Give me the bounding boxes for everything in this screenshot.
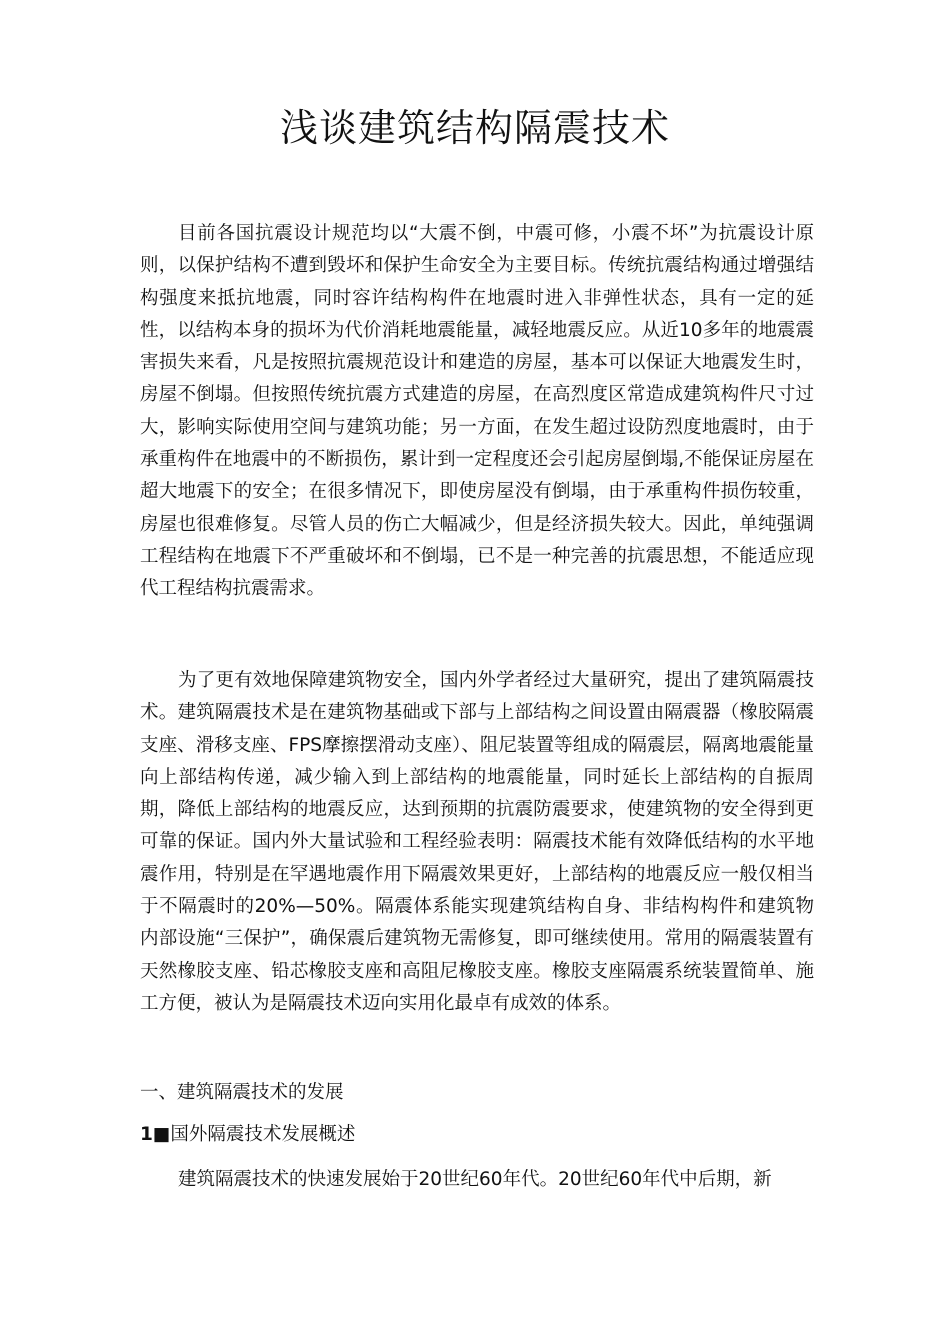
subsection-heading	[140, 1119, 355, 1151]
section-heading: 一、建筑隔震技术的发展	[140, 1082, 344, 1103]
paragraph-intro: 目前各国抗震设计规范均以“大震不倒，中震可修，小震不坏”为抗震设计原则，以保护结构不遭到毁坏和保护生命安全为主要目标。传统抗震结构通过增强结构强度来抵抗地震，同时容许结构构件在地震时进入非弹性状态，具有一定的延性，以结构本身的损坏为代价消耗地震能量，减轻地震反应。从近10多年的地震震害损失来看，凡是按照抗震规范设计和建造的房屋，基本可以保证大地震发生时，房屋不倒塌。但按照传统抗震方式建造的房屋，在高烈度区常造成建筑构件尺寸过大，影响实际使用空间与建筑功能；另一方面，在发生超过设防烈度地震时，由于承重构件在地震中的不断损伤，累计到一定程度还会引起房屋倒塌,不能保证房屋在超大地震下的安全；在很多情况下，即使房屋没有倒塌，由于承重构件损伤较重，房屋也很难修复。尽管人员的伤亡大幅减少，但是经济损失较大。因此，单纯强调工程结构在地震下不严重破坏和不倒塌，已不是一种完善的抗震思想，不能适应现代工程结构抗震需求。	[140, 223, 814, 600]
paragraph-history: 建筑隔震技术的快速发展始于20世纪60年代。20世纪60年代中后期，新	[178, 1169, 772, 1190]
paragraph-isolation-technology: 为了更有效地保障建筑物安全，国内外学者经过大量研究，提出了建筑隔震技术。建筑隔震技术是在建筑物基础或下部与上部结构之间设置由隔震器（橡胶隔震支座、滑移支座、FPS摩擦摆滑动支座）、阻尼装置等组成的隔震层，隔离地震能量向上部结构传递，减少输入到上部结构的地震能量，同时延长上部结构的自振周期，降低上部结构的地震反应，达到预期的抗震防震要求，使建筑物的安全得到更可靠的保证。国内外大量试验和工程经验表明：隔震技术能有效降低结构的水平地震作用，特别是在罕遇地震作用下隔震效果更好，上部结构的地震反应一般仅相当于不隔震时的20%—50%。隔震体系能实现建筑结构自身、非结构构件和建筑物内部设施“三保护”，确保震后建筑物无需修复，即可继续使用。常用的隔震装置有天然橡胶支座、铅芯橡胶支座和高阻尼橡胶支座。橡胶支座隔震系统装置简单、施工方便，被认为是隔震技术迈向实用化最卓有成效的体系。	[140, 670, 814, 1014]
document-title: 浅谈建筑结构隔震技术	[279, 106, 670, 150]
subsection-title: 国外隔震技术发展概述	[170, 1124, 356, 1145]
subsection-number: 1■	[140, 1124, 171, 1145]
